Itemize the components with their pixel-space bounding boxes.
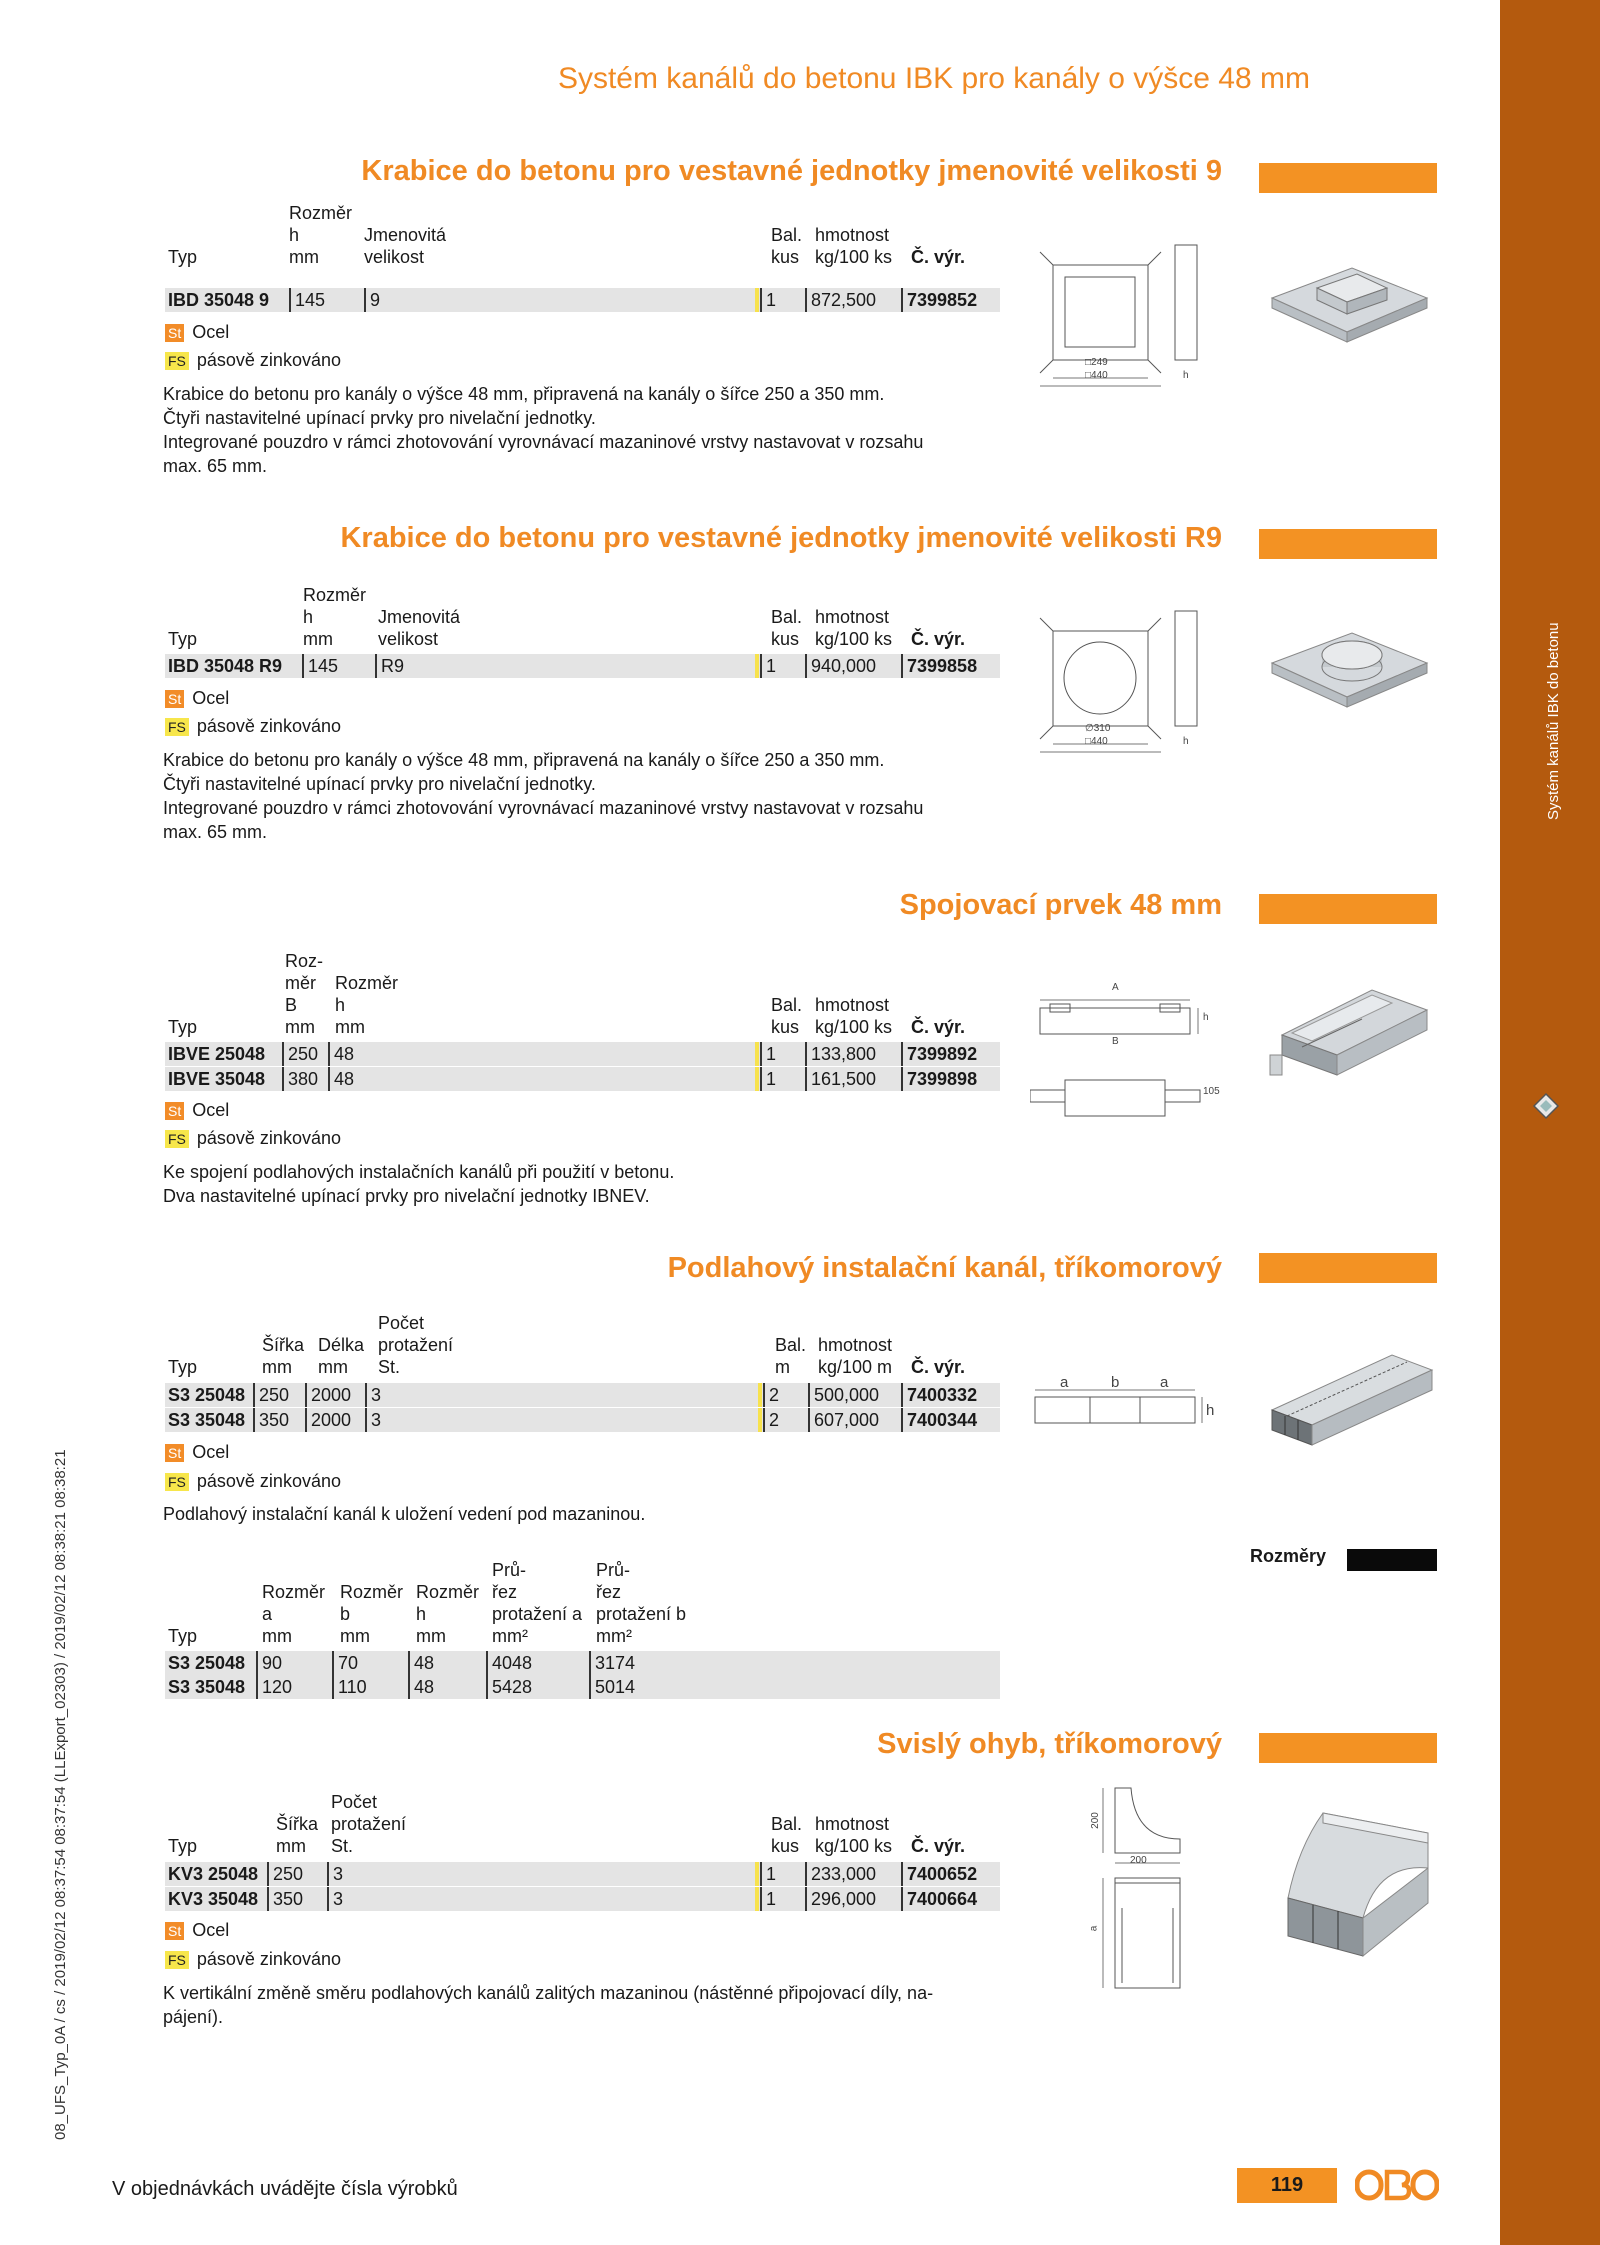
- cell-article: 7400652: [901, 1862, 977, 1886]
- col-header: Typ: [168, 1357, 198, 1377]
- cell-article: 7399892: [901, 1042, 977, 1066]
- cell-count: 3: [365, 1408, 381, 1432]
- cell-article: 7399852: [901, 288, 977, 312]
- cell-weight: 607,000: [808, 1408, 879, 1432]
- dimensions-label: Rozměry: [1250, 1546, 1327, 1566]
- section-marker: [1259, 529, 1437, 559]
- order-note: V objednávkách uvádějte čísla výrobků: [112, 2178, 458, 2200]
- cell-b: 70: [332, 1651, 358, 1675]
- col-header: Jmenovitá velikost: [364, 225, 447, 267]
- col-header: Č. výr.: [911, 247, 966, 267]
- cell-area-b: 3174: [589, 1651, 635, 1675]
- cell-b: 110: [332, 1675, 367, 1699]
- col-header: hmotnost kg/100 ks: [815, 1814, 893, 1856]
- product-image: [1262, 975, 1437, 1095]
- table-row: [165, 288, 1000, 312]
- cell-h: 48: [328, 1042, 354, 1066]
- description: K vertikální změně směru podlahových kanálů zalitých mazaninou (nástěnné připojovací díly, na- pájení).: [163, 1983, 934, 2027]
- cell-type: S3 35048: [168, 1677, 246, 1697]
- cell-h: 48: [408, 1675, 434, 1699]
- cell-article: 7399898: [901, 1067, 977, 1091]
- cell-article: 7399858: [901, 654, 977, 678]
- cell-b: 250: [282, 1042, 318, 1066]
- sidebar-label: Systém kanálů IBK do betonu: [1545, 622, 1562, 820]
- col-header: Bal. kus: [771, 995, 803, 1037]
- cell-h: 145: [289, 288, 325, 312]
- col-header: Č. výr.: [911, 1357, 966, 1377]
- cell-type: IBD 35048 R9: [168, 656, 283, 676]
- col-header: hmotnost kg/100 ks: [815, 607, 893, 649]
- col-header: Jmenovitá velikost: [378, 607, 461, 649]
- table-row: [165, 1383, 1000, 1407]
- cell-size: R9: [375, 654, 404, 678]
- material-steel: St Ocel: [165, 1920, 229, 1941]
- cell-width: 250: [253, 1383, 289, 1407]
- sidebar-band: [1500, 0, 1600, 2245]
- cell-pack: 2: [763, 1408, 779, 1432]
- cell-pack: 2: [763, 1383, 779, 1407]
- cell-count: 3: [327, 1887, 343, 1911]
- technical-drawing: □249 □440 h: [1035, 240, 1220, 390]
- cell-h: 48: [408, 1651, 434, 1675]
- print-metadata: 08_UFS_Typ_0A / cs / 2019/02/12 08:37:54 08:37:54 (LLExport_02303) / 2019/02/12 08:38:21 08:38:21: [52, 1449, 69, 2140]
- col-header: Rozměr h mm: [335, 973, 399, 1037]
- col-header: hmotnost kg/100 ks: [815, 225, 893, 267]
- table-row: [165, 1042, 1000, 1066]
- description: Krabice do betonu pro kanály o výšce 48 mm, připravená na kanály o šířce 250 a 350 mm. Čtyři nastavitelné upínací prvky pro nivelační jednotky. Integrované pouzdro v rámci zhotovování vyrovnávací mazaninové vrstvy nastavovat v rozsahu max. 65 mm.: [163, 384, 924, 476]
- material-steel: St Ocel: [165, 688, 229, 709]
- col-header: Roz- měr B mm: [285, 951, 324, 1037]
- section-marker: [1259, 1733, 1437, 1763]
- table-row: [165, 1651, 1000, 1675]
- description: Krabice do betonu pro kanály o výšce 48 mm, připravená na kanály o šířce 250 a 350 mm. Čtyři nastavitelné upínací prvky pro nivelační jednotky. Integrované pouzdro v rámci zhotovování vyrovnávací mazaninové vrstvy nastavovat v rozsahu max. 65 mm.: [163, 750, 924, 842]
- section-title: Svislý ohyb, tříkomorový: [877, 1728, 1222, 1760]
- col-header: Č. výr.: [911, 1017, 966, 1037]
- col-header: hmotnost kg/100 ks: [815, 995, 893, 1037]
- cell-article: 7400664: [901, 1887, 977, 1911]
- cell-weight: 133,800: [805, 1042, 876, 1066]
- col-header: Bal. kus: [771, 607, 803, 649]
- col-header: Typ: [168, 629, 198, 649]
- cell-count: 3: [327, 1862, 343, 1886]
- col-header: Rozměr b mm: [340, 1582, 404, 1646]
- cell-type: S3 25048: [168, 1385, 246, 1405]
- col-header: Typ: [168, 1626, 198, 1646]
- cell-pack: 1: [760, 1042, 776, 1066]
- col-header: Prů- řez protažení b mm²: [596, 1560, 687, 1646]
- col-header: Rozměr h mm: [416, 1582, 480, 1646]
- col-header: Rozměr a mm: [262, 1582, 326, 1646]
- technical-drawing: ∅310 □440 h: [1035, 606, 1220, 756]
- col-header: Bal. kus: [771, 1814, 803, 1856]
- section-title: Podlahový instalační kanál, tříkomorový: [667, 1252, 1222, 1284]
- cell-area-a: 5428: [486, 1675, 532, 1699]
- cell-pack: 1: [760, 288, 776, 312]
- page-number: 119: [1237, 2168, 1337, 2203]
- material-finish: FS pásově zinkováno: [165, 716, 341, 737]
- material-steel: St Ocel: [165, 1442, 229, 1463]
- cell-pack: 1: [760, 1862, 776, 1886]
- cell-area-b: 5014: [589, 1675, 635, 1699]
- col-header: Č. výr.: [911, 1836, 966, 1856]
- cell-pack: 1: [760, 654, 776, 678]
- description: Podlahový instalační kanál k uložení vedení pod mazaninou.: [163, 1504, 646, 1524]
- section-title: Spojovací prvek 48 mm: [899, 889, 1222, 921]
- cell-h: 48: [328, 1067, 354, 1091]
- sidebar-diamond-icon: [1532, 1092, 1560, 1120]
- section-title: Krabice do betonu pro vestavné jednotky jmenovité velikosti R9: [340, 522, 1222, 554]
- table-row: [165, 1675, 1000, 1699]
- col-header: Počet protažení St.: [378, 1313, 454, 1377]
- col-header: hmotnost kg/100 m: [818, 1335, 893, 1377]
- table-row: [165, 1408, 1000, 1432]
- cell-weight: 872,500: [805, 288, 876, 312]
- cell-type: S3 35048: [168, 1410, 246, 1430]
- col-header: Typ: [168, 1836, 198, 1856]
- cell-width: 350: [253, 1408, 289, 1432]
- cell-length: 2000: [305, 1383, 351, 1407]
- cell-weight: 233,000: [805, 1862, 876, 1886]
- col-header: Prů- řez protažení a mm²: [492, 1560, 583, 1646]
- cell-type: IBD 35048 9: [168, 290, 270, 310]
- col-header: Šířka mm: [262, 1335, 305, 1377]
- cell-pack: 1: [760, 1067, 776, 1091]
- cell-h: 145: [302, 654, 338, 678]
- material-finish: FS pásově zinkováno: [165, 1128, 341, 1149]
- cell-weight: 296,000: [805, 1887, 876, 1911]
- col-header: Rozměr h mm: [289, 203, 353, 267]
- col-header: Typ: [168, 1017, 198, 1037]
- cell-length: 2000: [305, 1408, 351, 1432]
- material-finish: FS pásově zinkováno: [165, 350, 341, 371]
- cell-article: 7400344: [901, 1408, 977, 1432]
- material-steel: St Ocel: [165, 1100, 229, 1121]
- product-image: [1262, 615, 1437, 730]
- cell-weight: 161,500: [805, 1067, 876, 1091]
- cell-type: KV3 25048: [168, 1864, 259, 1884]
- cell-pack: 1: [760, 1887, 776, 1911]
- technical-drawing: a b a h: [1030, 1370, 1220, 1430]
- cell-a: 90: [256, 1651, 282, 1675]
- cell-size: 9: [364, 288, 380, 312]
- cell-type: IBVE 25048: [168, 1044, 266, 1064]
- section-marker: [1259, 163, 1437, 193]
- col-header: Rozměr h mm: [303, 585, 367, 649]
- section-title: Krabice do betonu pro vestavné jednotky jmenovité velikosti 9: [361, 155, 1222, 187]
- cell-weight: 940,000: [805, 654, 876, 678]
- cell-width: 250: [267, 1862, 303, 1886]
- brand-logo: [1355, 2168, 1439, 2210]
- section-marker: [1259, 1253, 1437, 1283]
- table-row: [165, 1067, 1000, 1091]
- cell-width: 350: [267, 1887, 303, 1911]
- technical-drawing: A B h 105: [1030, 978, 1230, 1118]
- product-image: [1268, 1808, 1438, 1968]
- cell-b: 380: [282, 1067, 318, 1091]
- table-row: [165, 654, 1000, 678]
- col-header: Typ: [168, 247, 198, 267]
- col-header: Č. výr.: [911, 629, 966, 649]
- cell-type: S3 25048: [168, 1653, 246, 1673]
- table-row: [165, 1887, 1000, 1911]
- description: Ke spojení podlahových instalačních kanálů při použití v betonu. Dva nastavitelné upínací prvky pro nivelační jednotky IBNEV.: [163, 1162, 675, 1206]
- cell-article: 7400332: [901, 1383, 977, 1407]
- col-header: Délka mm: [318, 1335, 365, 1377]
- cell-area-a: 4048: [486, 1651, 532, 1675]
- col-header: Bal. m: [775, 1335, 807, 1377]
- material-finish: FS pásově zinkováno: [165, 1471, 341, 1492]
- col-header: Šířka mm: [276, 1814, 319, 1856]
- material-steel: St Ocel: [165, 322, 229, 343]
- col-header: Bal. kus: [771, 225, 803, 267]
- page-title: Systém kanálů do betonu IBK pro kanály o výšce 48 mm: [557, 62, 1310, 95]
- material-finish: FS pásově zinkováno: [165, 1949, 341, 1970]
- section-marker: [1259, 894, 1437, 924]
- table-row: [165, 1862, 1000, 1886]
- cell-type: KV3 35048: [168, 1889, 259, 1909]
- cell-weight: 500,000: [808, 1383, 879, 1407]
- cell-count: 3: [365, 1383, 381, 1407]
- product-image: [1262, 250, 1437, 365]
- dimensions-marker: [1347, 1549, 1437, 1571]
- technical-drawing: 200 200 a: [1075, 1783, 1195, 1993]
- col-header: Počet protažení St.: [331, 1792, 407, 1856]
- cell-a: 120: [256, 1675, 292, 1699]
- product-image: [1262, 1340, 1437, 1455]
- cell-type: IBVE 35048: [168, 1069, 266, 1089]
